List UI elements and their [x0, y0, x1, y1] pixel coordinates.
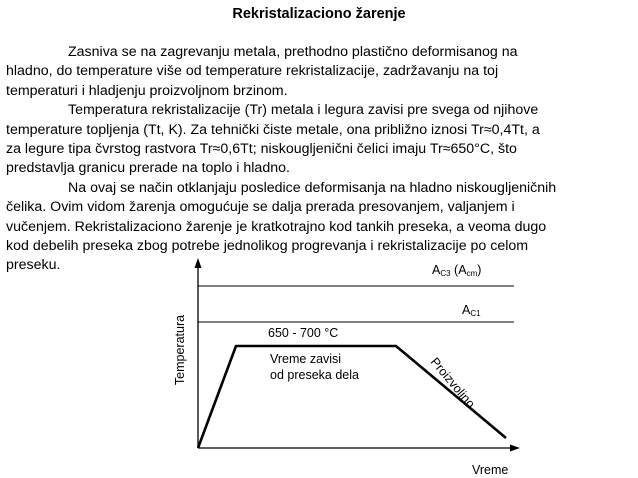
- body-text: [6, 43, 632, 276]
- text-line: preseku.: [6, 257, 61, 274]
- cooling-label: Proizvoljno: [427, 354, 478, 411]
- text-line: vučenjem. Rekristalizaciono žarenje je kratkotrajno kod tankih preseka, a veoma dugo: [6, 218, 547, 235]
- document-title: Rekristalizaciono žarenje: [232, 6, 406, 22]
- text-line: za legure tipa čvrstog rastvora Tr≈0,6Tt; niskougljenični čelici imaju Tr≈650°C, što: [6, 140, 517, 157]
- annealing-diagram: [168, 252, 528, 478]
- ac1-label: AC1: [462, 303, 481, 318]
- annealing-diagram-svg: [168, 252, 528, 478]
- text-line: hladno, do temperature više od temperature rekristalizacije, zadržavanju na toj: [6, 63, 499, 80]
- text-line: Zasniva se na zagrevanju metala, prethodno plastično deformisanog na: [68, 44, 518, 60]
- text-line: kod debelih preseka zbog potrebe jednolikog progrevanja i rekristalizacije po celom: [6, 237, 529, 254]
- text-line: predstavlja granicu prerade na toplo i hladno.: [6, 160, 290, 177]
- hold-note-line2: od preseka dela: [270, 368, 359, 382]
- y-axis-arrow: [195, 258, 202, 268]
- text-line: temperature topljenja (Tt, K). Za tehnički čiste metale, ona približno iznosi Tr≈0,4Tt, a: [6, 121, 540, 138]
- x-axis-arrow: [510, 445, 520, 452]
- text-line: Na ovaj se način otklanjaju posledice deformisanja na hladno niskougljeničnih: [68, 179, 557, 196]
- hold-note-line1: Vreme zavisi: [270, 352, 342, 366]
- text-line: Temperatura rekristalizacije (Tr) metala i legura zavisi pre svega od njihove: [68, 102, 539, 119]
- text-line: temperaturi i hladjenju proizvoljnom brzinom.: [6, 82, 288, 99]
- hold-temperature-label: 650 - 700 °C: [268, 326, 339, 340]
- y-axis-label: Temperatura: [173, 314, 187, 386]
- text-line: čelika. Ovim vidom žarenja omogućuje se dalja prerada presovanjem, valjanjem i: [6, 199, 515, 216]
- x-axis-label: Vreme: [472, 463, 509, 477]
- ac3-label: AC3 (Acm): [432, 263, 482, 278]
